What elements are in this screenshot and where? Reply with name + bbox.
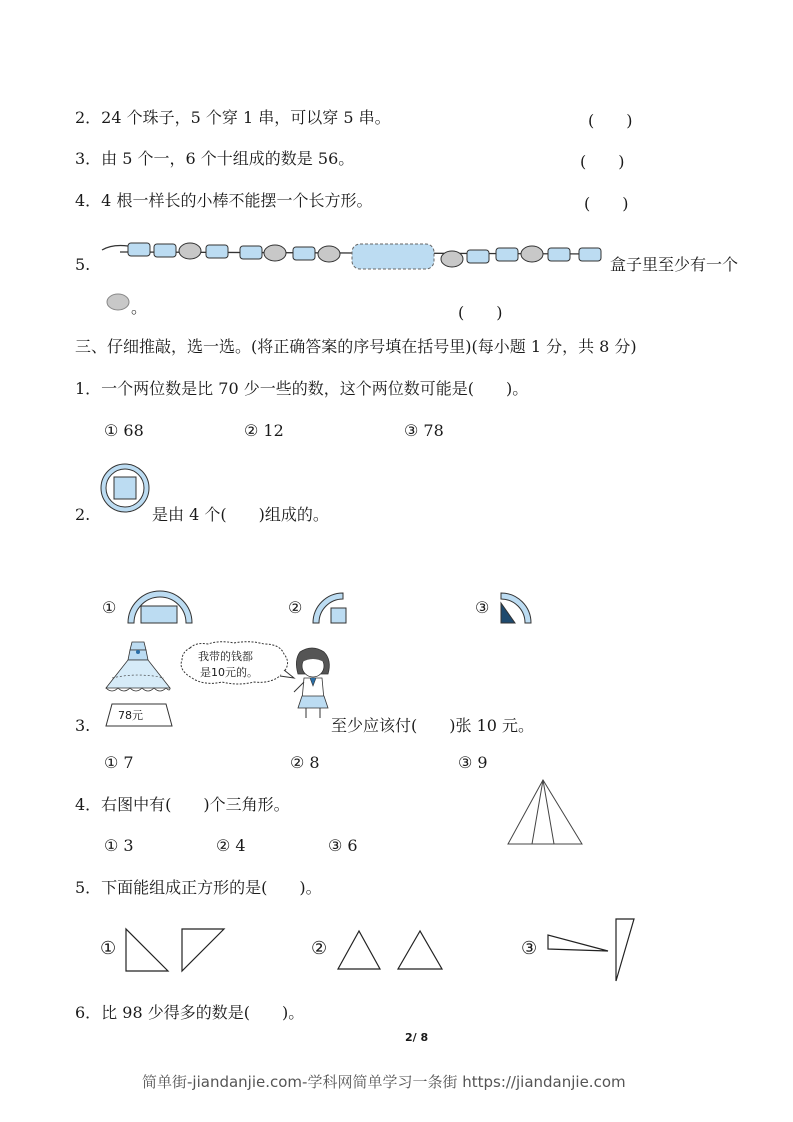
mc-q2-text: 是由 4 个( )组成的。 bbox=[152, 505, 329, 524]
judge-q3-text: 3．由 5 个一，6 个十组成的数是 56。 bbox=[75, 149, 355, 168]
judge-q3-answer-blank[interactable]: ( ) bbox=[580, 152, 625, 171]
ring-with-square-figure bbox=[100, 463, 152, 515]
half-ring-with-rectangle-shape bbox=[126, 589, 194, 625]
bead-rect bbox=[579, 248, 601, 261]
mc-q2-number: 2. bbox=[75, 505, 91, 524]
mc-q4-option-2[interactable]: ② 4 bbox=[216, 836, 246, 855]
thin-triangles-pair bbox=[546, 917, 638, 983]
bead-rect bbox=[128, 243, 150, 256]
quarter-ring-with-square-shape bbox=[311, 591, 351, 625]
mc-q2-option-3[interactable]: ③ bbox=[475, 598, 490, 617]
judge-q4-answer-blank[interactable]: ( ) bbox=[584, 194, 629, 213]
judge-q5-text: 盒子里至少有一个 bbox=[610, 255, 739, 274]
mc-q5-option-2[interactable]: ② bbox=[311, 938, 328, 959]
girl-illustration bbox=[290, 646, 336, 720]
mc-q2-option-1[interactable]: ① bbox=[102, 598, 117, 617]
gray-bead-icon bbox=[106, 292, 132, 312]
bead-rect bbox=[154, 244, 176, 257]
bead-string-figure bbox=[100, 236, 610, 276]
mc-q5-option-1[interactable]: ① bbox=[100, 938, 117, 959]
mc-q4-option-3[interactable]: ③ 6 bbox=[328, 836, 358, 855]
page-number: 2/ 8 bbox=[405, 1031, 429, 1044]
mc-q3-number: 3. bbox=[75, 716, 91, 735]
judge-q2-text: 2．24 个珠子，5 个穿 1 串，可以穿 5 串。 bbox=[75, 108, 391, 127]
judge-q4-text: 4．4 根一样长的小棒不能摆一个长方形。 bbox=[75, 191, 373, 210]
bead-rect bbox=[496, 248, 518, 261]
mc-q5-option-3[interactable]: ③ bbox=[521, 938, 538, 959]
mc-q6-text: 6．比 98 少得多的数是( )。 bbox=[75, 1003, 305, 1022]
mc-q3-option-1[interactable]: ① 7 bbox=[104, 753, 134, 772]
bead-rect bbox=[293, 247, 315, 260]
bead-round bbox=[441, 251, 463, 267]
judge-q2-answer-blank[interactable]: ( ) bbox=[588, 111, 633, 130]
mc-q1-option-1[interactable]: ① 68 bbox=[104, 421, 144, 440]
mc-q3-option-3[interactable]: ③ 9 bbox=[458, 753, 488, 772]
bead-round bbox=[318, 246, 340, 262]
right-triangles-pair-1 bbox=[124, 927, 228, 973]
mc-q3-text: 至少应该付( )张 10 元。 bbox=[331, 716, 535, 735]
mc-q3-option-2[interactable]: ② 8 bbox=[290, 753, 320, 772]
quarter-ring-with-triangle-shape bbox=[497, 591, 537, 625]
section3-heading: 三、仔细推敲，选一选。(将正确答案的序号填在括号里)(每小题 1 分，共 8 分) bbox=[75, 337, 637, 356]
bead-rect bbox=[240, 246, 262, 259]
triangle-count-figure bbox=[506, 778, 586, 846]
price-tag-label: 78元 bbox=[118, 709, 143, 722]
judge-q5-end: 。 bbox=[131, 298, 148, 317]
mc-q5-text: 5．下面能组成正方形的是( )。 bbox=[75, 878, 322, 897]
mc-q1-option-2[interactable]: ② 12 bbox=[244, 421, 284, 440]
judge-q5-number: 5. bbox=[75, 255, 91, 274]
bead-rect bbox=[206, 245, 228, 258]
equilateral-triangles-pair bbox=[336, 929, 446, 971]
footer-watermark[interactable]: 简单街-jiandanjie.com-学科网简单学习一条街 https://jiandanjie.com bbox=[142, 1073, 626, 1091]
bead-round bbox=[179, 243, 201, 259]
mc-q1-option-3[interactable]: ③ 78 bbox=[404, 421, 444, 440]
bead-round bbox=[521, 246, 543, 262]
speech-line-1: 我带的钱都 bbox=[198, 650, 253, 663]
mc-q1-text: 1．一个两位数是比 70 少一些的数，这个两位数可能是( )。 bbox=[75, 379, 529, 398]
mc-q2-option-2[interactable]: ② bbox=[288, 598, 303, 617]
bead-box-hidden bbox=[352, 244, 434, 269]
bead-rect bbox=[548, 248, 570, 261]
mc-q4-text: 4．右图中有( )个三角形。 bbox=[75, 795, 290, 814]
bead-rect bbox=[467, 250, 489, 263]
speech-line-2: 是10元的。 bbox=[200, 666, 258, 679]
dress-illustration bbox=[98, 638, 178, 700]
speech-bubble bbox=[176, 640, 294, 688]
mc-q4-option-1[interactable]: ① 3 bbox=[104, 836, 134, 855]
string-tail bbox=[102, 246, 128, 251]
bead-round bbox=[264, 245, 286, 261]
judge-q5-answer-blank[interactable]: ( ) bbox=[458, 303, 503, 322]
